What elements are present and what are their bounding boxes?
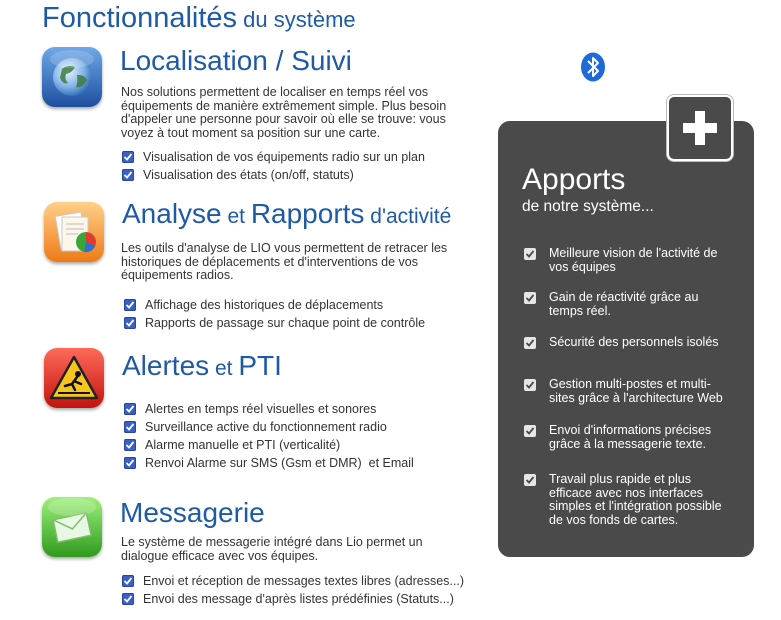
- list-item: Envoi et réception de messages textes libres (adresses...): [122, 572, 464, 590]
- benefit-item: Gain de réactivité grâce au temps réel.: [524, 291, 749, 318]
- checkbox-checked-icon: [524, 337, 536, 349]
- list-item: Envoi des message d'après listes prédéfinies (Statuts...): [122, 590, 464, 608]
- checkbox-checked-icon: [524, 379, 536, 391]
- report-chart-icon: [44, 202, 104, 262]
- section-title-messagerie: Messagerie: [120, 497, 265, 528]
- page-title-suffix: du système: [237, 7, 356, 32]
- envelope-icon: [42, 497, 102, 557]
- section-title-alertes: Alertes et PTI: [122, 350, 282, 381]
- checkbox-checked-icon: [524, 292, 536, 304]
- feature-list: [122, 572, 464, 608]
- section-description: Nos solutions permettent de localiser en temps réel vos équipements de manière extrêmement simple. Plus besoin d'appeler une personne pour savoir où elle se trouve: vous voyez à tout moment sa position sur une carte.: [121, 85, 447, 140]
- list-item: Visualisation de vos équipements radio sur un plan: [122, 148, 425, 166]
- page-title: [42, 2, 356, 35]
- benefit-item: Envoi d'informations précises grâce à la messagerie texte.: [524, 424, 749, 451]
- checkbox-checked-icon: [122, 593, 134, 605]
- checkbox-checked-icon: [524, 474, 536, 486]
- checkbox-checked-icon: [124, 457, 136, 469]
- list-item: Visualisation des états (on/off, statuts): [122, 166, 425, 184]
- globe-icon: [42, 47, 102, 107]
- checkbox-checked-icon: [122, 151, 134, 163]
- list-item: Alarme manuelle et PTI (verticalité): [124, 436, 414, 454]
- benefit-item: Gestion multi-postes et multi- sites grâce à l'architecture Web: [524, 378, 749, 405]
- feature-list: [122, 148, 425, 184]
- checkbox-checked-icon: [124, 421, 136, 433]
- feature-list: [124, 400, 414, 472]
- section-description: Les outils d'analyse de LIO vous permettent de retracer les historiques de déplacements et d'interventions de vos équipements radios.: [121, 241, 448, 283]
- section-title-analyse: Analyse et Rapports d'activité: [122, 198, 452, 229]
- plus-icon: [667, 95, 733, 161]
- page-title-main: Fonctionnalités: [42, 2, 238, 34]
- list-item: Renvoi Alarme sur SMS (Gsm et DMR) et Email: [124, 454, 414, 472]
- list-item: Affichage des historiques de déplacements: [124, 296, 425, 314]
- panel-subtitle: de notre système...: [522, 198, 654, 215]
- checkbox-checked-icon: [124, 299, 136, 311]
- checkbox-checked-icon: [122, 575, 134, 587]
- section-title-localisation: Localisation / Suivi: [120, 45, 352, 76]
- benefit-item: Sécurité des personnels isolés: [524, 336, 749, 350]
- checkbox-checked-icon: [124, 439, 136, 451]
- benefit-item: Travail plus rapide et plus efficace avec nos interfaces simples et l'intégration possible de vos fonds de cartes.: [524, 473, 749, 527]
- checkbox-checked-icon: [124, 317, 136, 329]
- warning-fall-icon: [44, 348, 104, 408]
- feature-list: [124, 296, 425, 332]
- checkbox-checked-icon: [524, 425, 536, 437]
- list-item: Surveillance active du fonctionnement radio: [124, 418, 414, 436]
- list-item: Alertes en temps réel visuelles et sonores: [124, 400, 414, 418]
- section-description: Le système de messagerie intégré dans Lio permet un dialogue efficace avec vos équipes.: [121, 535, 423, 563]
- benefit-item: Meilleure vision de l'activité de vos équipes: [524, 247, 749, 274]
- checkbox-checked-icon: [524, 248, 536, 260]
- checkbox-checked-icon: [122, 169, 134, 181]
- list-item: Rapports de passage sur chaque point de contrôle: [124, 314, 425, 332]
- bluetooth-icon: [580, 52, 606, 87]
- checkbox-checked-icon: [124, 403, 136, 415]
- panel-title: Apports: [522, 163, 626, 196]
